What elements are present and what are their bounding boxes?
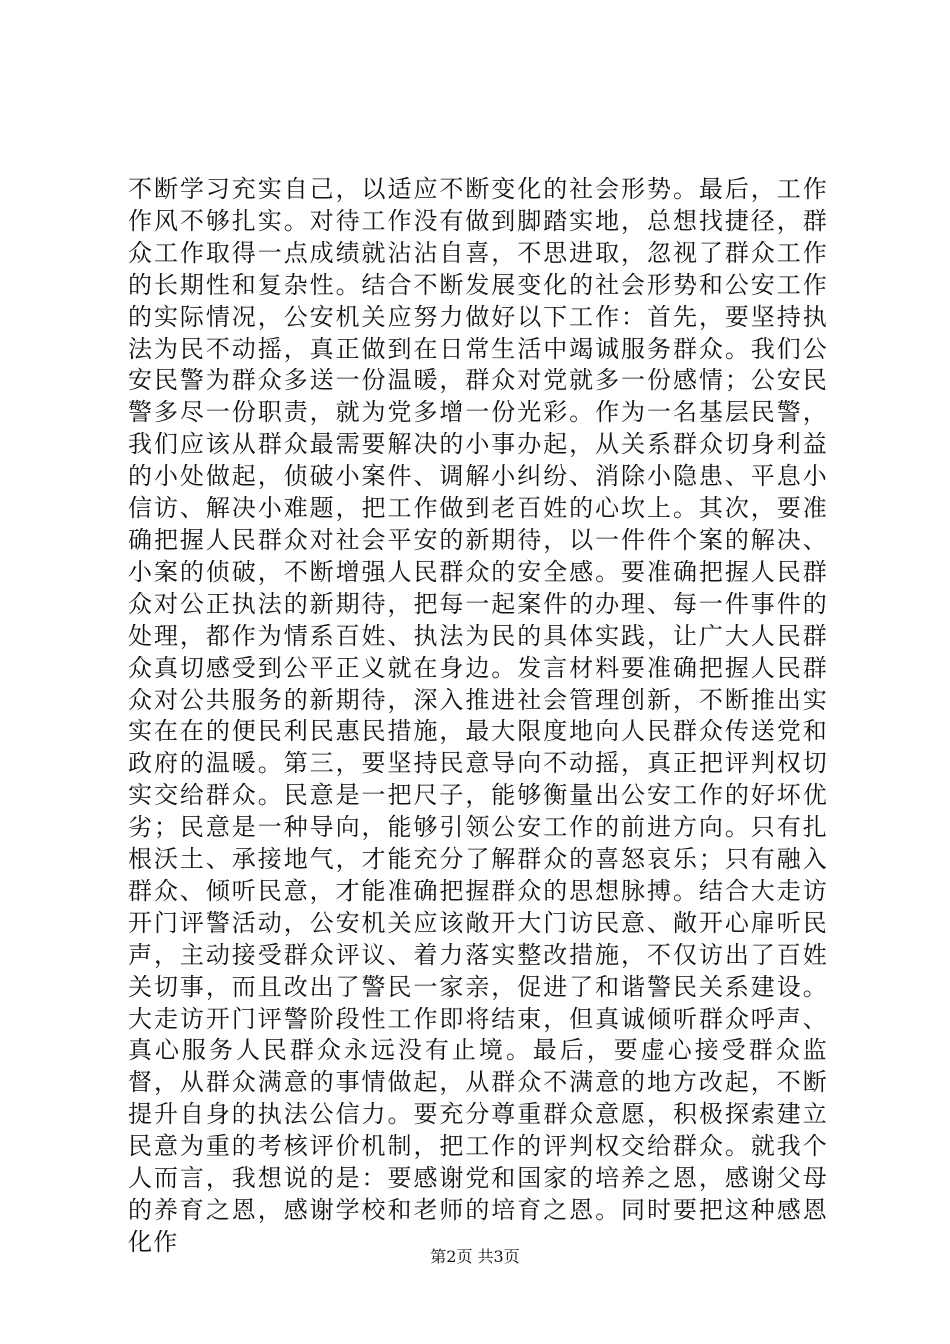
body-paragraph: 不断学习充实自己，以适应不断变化的社会形势。最后，工作作风不够扎实。对待工作没有做到脚踏实地，总想找捷径，群众工作取得一点成绩就沾沾自喜，不思进取，忽视了群众工作的长期性和复杂性。结合不断发展变化的社会形势和公安工作的实际情况，公安机关应努力做好以下工作：首先，要坚持执法为民不动摇，真正做到在日常生活中竭诚服务群众。我们公安民警为群众多送一份温暖，群众对党就多一份感情；公安民警多尽一份职责，就为党多增一份光彩。作为一名基层民警，我们应该从群众最需要解决的小事办起，从关系群众切身利益的小处做起，侦破小案件、调解小纠纷、消除小隐患、平息小信访、解决小难题，把工作做到老百姓的心坎上。其次，要准确把握人民群众对社会平安的新期待，以一件件个案的解决、小案的侦破，不断增强人民群众的安全感。要准确把握人民群众对公正执法的新期待，把每一起案件的办理、每一件事件的处理，都作为情系百姓、执法为民的具体实践，让广大人民群众真切感受到公平正义就在身边。发言材料要准确把握人民群众对公共服务的新期待，深入推进社会管理创新，不断推出实实在在的便民利民惠民措施，最大限度地向人民群众传送党和政府的温暖。第三，要坚持民意导向不动摇，真正把评判权切实交给群众。民意是一把尺子，能够衡量出公安工作的好坏优劣；民意是一种导向，能够引领公安工作的前进方向。只有扎根沃土、承接地气，才能充分了解群众的喜怒哀乐；只有融入群众、倾听民意，才能准确把握群众的思想脉搏。结合大走访开门评警活动，公安机关应该敞开大门访民意、敞开心扉听民声，主动接受群众评议、着力落实整改措施，不仅访出了百姓关切事，而且改出了警民一家亲，促进了和谐警民关系建设。大走访开门评警阶段性工作即将结束，但真诚倾听群众呼声、真心服务人民群众永远没有止境。最后，要虚心接受群众监督，从群众满意的事情做起，从群众不满意的地方改起，不断提升自身的执法公信力。要充分尊重群众意愿，积极探索建立民意为重的考核评价机制，把工作的评判权交给群众。就我个人而言，我想说的是：要感谢党和国家的培养之恩，感谢父母的养育之恩，感谢学校和老师的培育之恩。同时要把这种感恩化作: [128, 175, 828, 1256]
page-number-footer: 第2页 共3页: [430, 1247, 520, 1266]
